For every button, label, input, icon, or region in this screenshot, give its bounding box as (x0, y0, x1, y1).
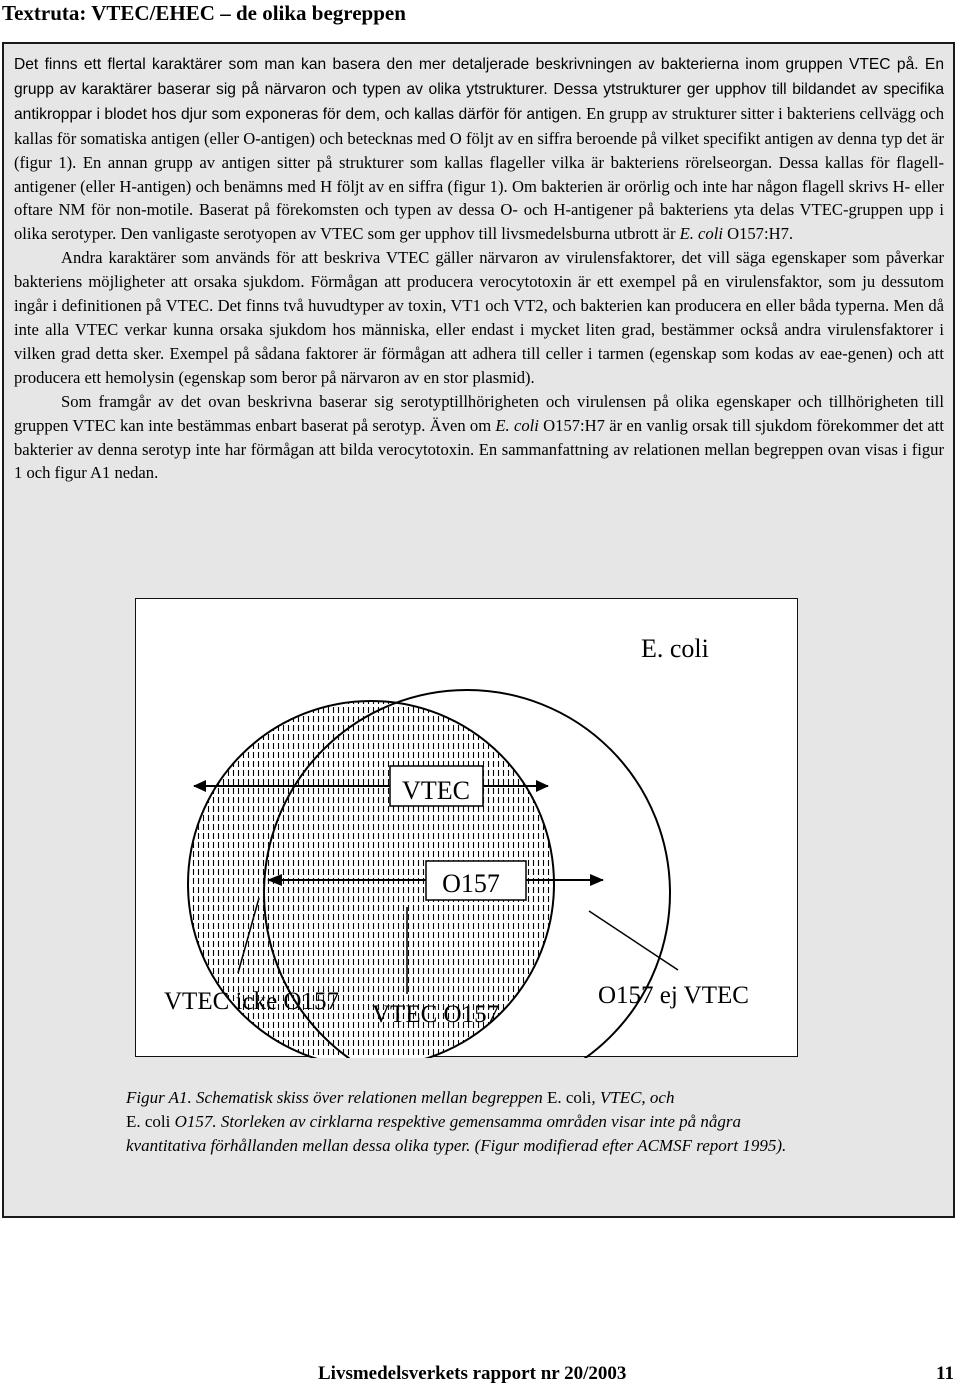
ecoli-label: E. coli (641, 634, 709, 663)
paragraph-2: Andra karaktärer som används för att beskriva VTEC gäller närvaron av virulensfaktorer, det vill säga egenskaper som påverkar bakteriens möjligheter att orsaka sjukdom. Förmågan att producera verocytotoxin är ett exempel på en virulensfaktor, som ju dessutom ingår i definitionen på VTEC. Det finns två huvudtyper av toxin, VT1 och VT2, och bakterien kan producera en eller båda typerna. Men då inte alla VTEC verkar kunna orsaka sjukdom hos människa, eller endast i mycket liten grad, bestämmer också andra virulensfaktorer i vilken grad detta sker. Exempel på sådana faktorer är förmågan att adhera till celler i tarmen (egenskap som kodas av eae-genen) och att producera ett hemolysin (egenskap som beror på närvaron av en stor plasmid). (14, 248, 944, 387)
report-title: Livsmedelsverkets rapport nr 20/2003 (318, 1363, 627, 1384)
textbox-heading: Textruta: VTEC/EHEC – de olika begreppen (2, 1, 406, 25)
species-name: E. coli (495, 415, 539, 435)
caption-part-3: O157. Storleken av cirklarna respektive gemensamma områden visar inte på några kvantitativa förhållanden mellan dessa olika typer. (Figur modifierad efter ACMSF report 1995). (126, 1112, 787, 1155)
paragraph-1 (14, 52, 944, 246)
paragraph-3 (14, 390, 944, 486)
vtec-o157-label: VTEC O157 (372, 1001, 500, 1028)
species-name: E. coli (679, 224, 723, 244)
page-footer (318, 1362, 958, 1386)
caption-part-2: , VTEC, och (591, 1088, 675, 1107)
textbox-body (14, 52, 944, 485)
o157-arrow-head-right (590, 874, 604, 886)
paragraph-3-start: Som framgår av det ovan beskrivna baserar sig serotyptillhörigheten och virulensen på olika egenskaper och tillhörigheten till gruppen VTEC kan inte bestämmas enbart baserat på serotyp. Även om (14, 391, 944, 435)
paragraph-1-serif-part: En grupp av strukturer sitter i bakteriens cellvägg och kallas för somatiska antigen (eller O-antigen) och betecknas med O följt av en siffra beroende på vilket specifikt antigen av denna typ det är (figur 1). En annan grupp av antigen sitter på strukturer som kallas flageller vilka är bakteriens rörelseorgan. Dessa kallas för flagell-antigener (eller H-antigen) och benämns med H följt av en siffra (figur 1). Om bakterien är orörlig och inte har någon flagell skrivs H- eller oftare NM för non-motile. Baserat på förekomsten och typen av dessa O- och H-antigener på bakteriens yta delas VTEC-gruppen upp i olika serotyper. Den vanligaste serotyopen av VTEC som ger upphov till livsmedelsburna utbrott är (14, 103, 944, 244)
figure-caption (126, 1086, 816, 1158)
page-number: 11 (936, 1363, 954, 1384)
paragraph-3-end: O157:H7 är en vanlig orsak till sjukdom förekommer det att bakterier av denna serotyp inte har förmågan att bilda verocytotoxin. En sammanfattning av relationen mellan begreppen ovan visas i figur 1 och figur A1 nedan. (14, 415, 944, 483)
venn-figure (135, 598, 798, 1057)
vtec-not-o157-label: VTEC icke O157 (164, 988, 339, 1015)
o157-not-vtec-label: O157 ej VTEC (598, 982, 749, 1009)
paragraph-1-sans-part: Det finns ett flertal karaktärer som man kan basera den mer detaljerade beskrivningen av bakterierna inom gruppen VTEC på. En grupp av karaktärer baserar sig på närvaron och typen av olika ytstrukturer. Dessa ytstrukturer ger upphov till bildandet av specifika antikroppar i blodet hos djur som exponeras för dem, och kallas därför för antigen. (14, 56, 944, 123)
caption-part-1: Figur A1. Schematisk skiss över relationen mellan begreppen (126, 1088, 547, 1107)
paragraph-1-end: O157:H7. (722, 224, 794, 244)
o157-label: O157 (442, 869, 500, 898)
vtec-label: VTEC (402, 776, 470, 805)
caption-species-1: E. coli (546, 1088, 592, 1107)
venn-diagram (136, 599, 799, 1058)
caption-species-2: E. coli (126, 1112, 171, 1131)
